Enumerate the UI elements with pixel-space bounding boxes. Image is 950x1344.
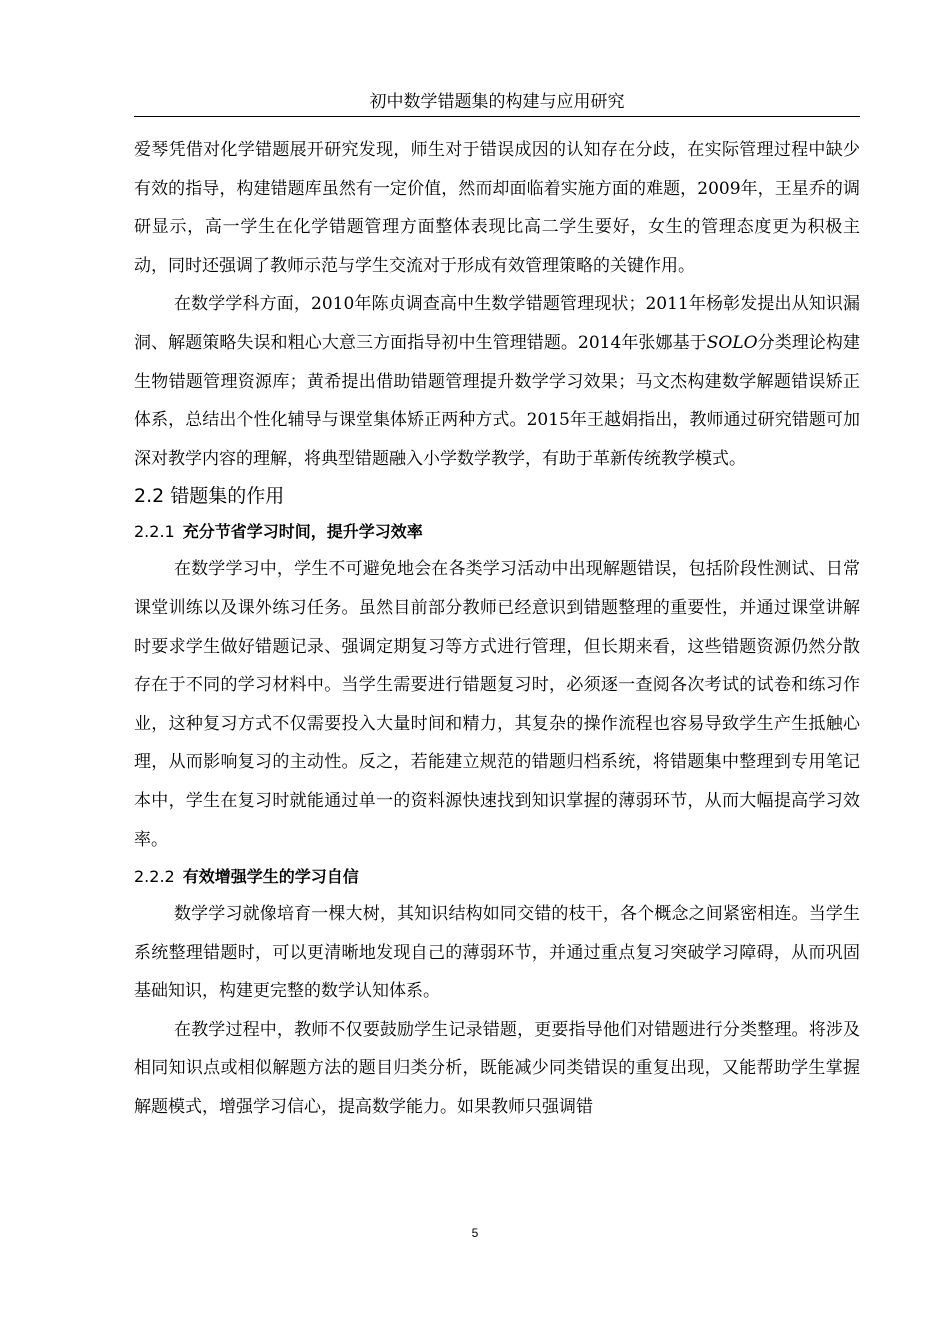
paragraph-2 [134, 285, 860, 478]
subsection-title: 有效增强学生的学习自信 [182, 867, 359, 887]
header-divider [134, 116, 860, 117]
paragraph-3: 在数学学习中，学生不可避免地会在各类学习活动中出现解题错误，包括阶段性测试、日常课堂训练以及课外练习任务。虽然目前部分教师已经意识到错题整理的重要性，并通过课堂讲解时要求学生做好错题记录、强调定期复习等方式进行管理，但长期来看，这些错题资源仍然分散存在于不同的学习材料中。当学生需要进行错题复习时，必须逐一查阅各次考试的试卷和练习作业，这种复习方式不仅需要投入大量时间和精力，其复杂的操作流程也容易导致学生产生抵触心理，从而影响复习的主动性。反之，若能建立规范的错题归档系统，将错题集中整理到专用笔记本中，学生在复习时就能通过单一的资料源快速找到知识掌握的薄弱环节，从而大幅提高学习效率。 [134, 559, 860, 850]
section-heading-2-2: 2.2 错题集的作用 [134, 485, 285, 508]
paragraph-2-part-a: 在数学学科方面，2010年陈贞调查高中生数学错题管理现状；2011年杨彰发提出从知识漏洞、解题策略失误和粗心大意三方面指导初中生管理错题。2014年张娜基于 [134, 294, 860, 353]
paragraph-2-part-b: 分类理论构建生物错题管理资源库；黄希提出借助错题管理提升数学学习效果；马文杰构建数学解题错误矫正体系，总结出个性化辅导与课堂集体矫正两种方式。2015年王越娟指出，教师通过研究错题可加深对教学内容的理解，将典型错题融入小学数学教学，有助于革新传统教学模式。 [134, 332, 861, 469]
paragraph-4: 数学学习就像培育一棵大树，其知识结构如同交错的枝干，各个概念之间紧密相连。当学生系统整理错题时，可以更清晰地发现自己的薄弱环节，并通过重点复习突破学习障碍，从而巩固基础知识，构建更完整的数学认知体系。 [134, 904, 860, 1002]
body-text [134, 131, 860, 1127]
paragraph-1: 爱琴凭借对化学错题展开研究发现，师生对于错误成因的认知存在分歧，在实际管理过程中缺少有效的指导，构建错题库虽然有一定价值，然而却面临着实施方面的难题，2009年，王星乔的调研显示，高一学生在化学错题管理方面整体表现比高二学生要好，女生的管理态度更为积极主动，同时还强调了教师示范与学生交流对于形成有效管理策略的关键作用。 [134, 140, 860, 276]
solo-term: SOLO [706, 332, 758, 353]
subsection-title: 充分节省学习时间，提升学习效率 [182, 522, 423, 542]
subsection-heading-2-2-2 [134, 859, 860, 895]
subsection-heading-2-2-1 [134, 514, 860, 550]
subsection-number: 2.2.2 [134, 867, 175, 887]
page-number: 5 [471, 1226, 479, 1240]
paragraph-5: 在教学过程中，教师不仅要鼓励学生记录错题，更要指导他们对错题进行分类整理。将涉及相同知识点或相似解题方法的题目归类分析，既能减少同类错误的重复出现，又能帮助学生掌握解题模式，增强学习信心，提高数学能力。如果教师只强调错 [134, 1019, 860, 1118]
running-header: 初中数学错题集的构建与应用研究 [369, 92, 625, 112]
subsection-number: 2.2.1 [134, 522, 175, 542]
